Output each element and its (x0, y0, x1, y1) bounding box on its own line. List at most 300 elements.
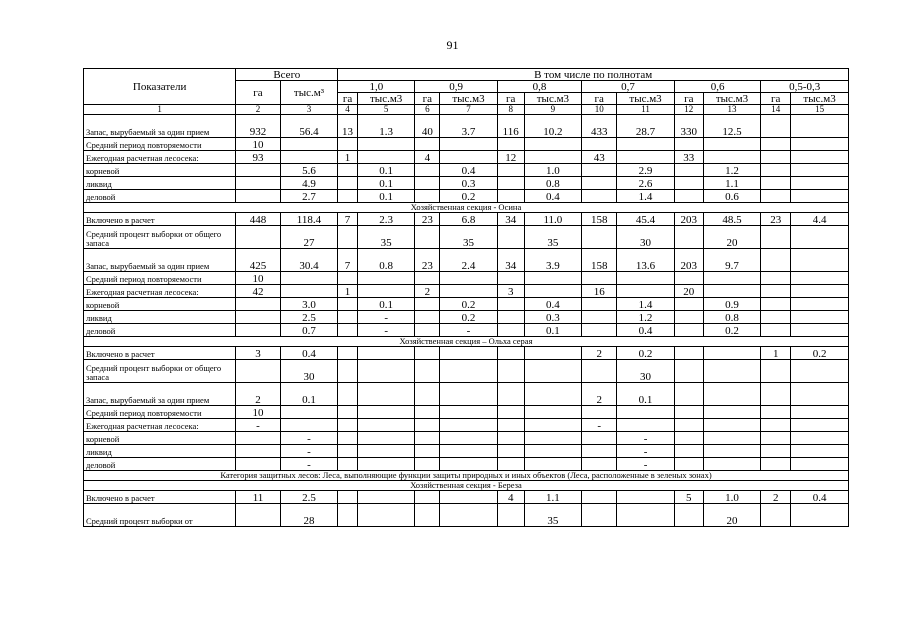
table-cell: 12 (497, 151, 524, 164)
table-cell (791, 383, 849, 406)
table-cell (236, 311, 280, 324)
table-cell: 0.2 (440, 190, 498, 203)
table-cell (497, 383, 524, 406)
table-cell: 1.0 (524, 164, 582, 177)
table-cell (617, 419, 675, 432)
table-cell (703, 360, 761, 383)
table-cell: 0.2 (440, 298, 498, 311)
table-cell (357, 419, 415, 432)
table-cell: 35 (440, 226, 498, 249)
table-cell (415, 311, 440, 324)
table-cell (440, 285, 498, 298)
column-number-row (84, 105, 849, 115)
table-cell: 20 (703, 504, 761, 527)
table-cell: 28 (280, 504, 338, 527)
table-cell (338, 324, 358, 337)
table-cell (236, 432, 280, 445)
table-cell: 425 (236, 249, 280, 272)
table-cell: 0.9 (703, 298, 761, 311)
table-cell: 30.4 (280, 249, 338, 272)
table-cell: 27 (280, 226, 338, 249)
table-cell (357, 151, 415, 164)
table-cell (415, 504, 440, 527)
column-number: 9 (524, 105, 582, 115)
row-label: Средний период повторяемости (84, 406, 236, 419)
table-cell (674, 419, 703, 432)
table-body (84, 69, 849, 527)
table-cell: 28.7 (617, 115, 675, 138)
table-cell: 45.4 (617, 213, 675, 226)
table-cell (761, 249, 791, 272)
table-cell: 0.8 (357, 249, 415, 272)
table-cell: 0.2 (617, 347, 675, 360)
row-label: Запас, вырубаемый за один прием (84, 383, 236, 406)
column-number: 7 (440, 105, 498, 115)
table-cell (440, 406, 498, 419)
table-cell (415, 226, 440, 249)
total-header: Всего (236, 69, 338, 81)
table-cell (791, 272, 849, 285)
table-cell: 0.2 (440, 311, 498, 324)
table-cell (497, 177, 524, 190)
table-cell (674, 164, 703, 177)
table-cell (236, 177, 280, 190)
row-label: Запас, вырубаемый за один прием (84, 115, 236, 138)
table-cell: 2.9 (617, 164, 675, 177)
table-cell: 35 (357, 226, 415, 249)
section-row (84, 481, 849, 491)
table-cell (674, 298, 703, 311)
table-cell (524, 419, 582, 432)
table-cell (761, 504, 791, 527)
table-cell (338, 419, 358, 432)
table-cell (415, 347, 440, 360)
table-cell (674, 504, 703, 527)
table-row (84, 115, 849, 138)
table-cell: 1.0 (703, 491, 761, 504)
table-cell (357, 458, 415, 471)
table-cell (761, 311, 791, 324)
table-cell (582, 504, 617, 527)
table-cell: 23 (415, 249, 440, 272)
table-row (84, 347, 849, 360)
table-cell (791, 249, 849, 272)
table-cell: 30 (280, 360, 338, 383)
table-cell (338, 360, 358, 383)
table-cell: 1 (338, 285, 358, 298)
table-cell (338, 432, 358, 445)
table-row (84, 324, 849, 337)
table-cell: - (357, 324, 415, 337)
table-cell: 4 (497, 491, 524, 504)
table-row (84, 272, 849, 285)
table-cell: 0.2 (791, 347, 849, 360)
table-cell (791, 360, 849, 383)
table-cell: 2.4 (440, 249, 498, 272)
table-cell: 0.4 (280, 347, 338, 360)
table-cell: 2.5 (280, 491, 338, 504)
table-cell (674, 324, 703, 337)
section-title: Категория защитных лесов: Леса, выполняющие функции защиты природных и иных объектов (Леса, расположенные в зеленых зонах) (84, 471, 849, 481)
table-cell: 20 (703, 226, 761, 249)
ha-unit-header: га (415, 93, 440, 105)
table-cell: 3.9 (524, 249, 582, 272)
table-cell (497, 311, 524, 324)
table-cell: 0.4 (524, 298, 582, 311)
table-cell (415, 324, 440, 337)
table-cell: 3.0 (280, 298, 338, 311)
density-header: 0,5-0,3 (761, 81, 849, 93)
table-cell (761, 138, 791, 151)
table-cell (761, 324, 791, 337)
row-label: ликвид (84, 311, 236, 324)
table-cell: 0.1 (524, 324, 582, 337)
table-cell (338, 445, 358, 458)
row-label: ликвид (84, 177, 236, 190)
section-title: Хозяйственная секция – Ольха серая (84, 337, 849, 347)
table-cell: 4.9 (280, 177, 338, 190)
table-cell (791, 458, 849, 471)
table-cell: 0.1 (357, 164, 415, 177)
table-cell (497, 190, 524, 203)
table-cell: 30 (617, 360, 675, 383)
row-label: ликвид (84, 445, 236, 458)
total-volume-header: тыс.м³ (280, 81, 338, 105)
table-row (84, 360, 849, 383)
table-cell: 1.4 (617, 298, 675, 311)
table-row (84, 504, 849, 527)
table-cell (674, 445, 703, 458)
table-cell (280, 285, 338, 298)
table-cell (415, 177, 440, 190)
row-label: Средний процент выборки от общего запаса (84, 360, 236, 383)
table-cell: 11 (236, 491, 280, 504)
table-cell (582, 445, 617, 458)
table-cell (617, 406, 675, 419)
table-cell (236, 324, 280, 337)
table-cell (338, 504, 358, 527)
table-cell (236, 298, 280, 311)
table-cell (791, 419, 849, 432)
table-cell: 3 (497, 285, 524, 298)
column-number: 1 (84, 105, 236, 115)
ha-unit-header: га (761, 93, 791, 105)
row-label: корневой (84, 432, 236, 445)
table-cell: 1.2 (617, 311, 675, 324)
table-cell (791, 190, 849, 203)
table-cell (791, 504, 849, 527)
table-cell: 13.6 (617, 249, 675, 272)
table-cell (415, 406, 440, 419)
row-label: Включено в расчет (84, 213, 236, 226)
table-cell: 2.6 (617, 177, 675, 190)
table-row (84, 249, 849, 272)
table-cell (703, 272, 761, 285)
table-cell (236, 190, 280, 203)
table-cell: - (280, 458, 338, 471)
table-cell (791, 177, 849, 190)
table-cell: 0.1 (357, 190, 415, 203)
table-cell (338, 406, 358, 419)
table-cell (415, 432, 440, 445)
table-cell (338, 298, 358, 311)
table-cell (440, 151, 498, 164)
table-cell: 9.7 (703, 249, 761, 272)
table-cell (761, 458, 791, 471)
table-cell: 116 (497, 115, 524, 138)
table-cell (440, 360, 498, 383)
row-label: Ежегодная расчетная лесосека: (84, 419, 236, 432)
table-cell (415, 458, 440, 471)
table-cell (280, 406, 338, 419)
density-header: 0,9 (415, 81, 497, 93)
table-cell (617, 491, 675, 504)
table-cell: 10 (236, 406, 280, 419)
table-cell (497, 445, 524, 458)
table-cell (497, 504, 524, 527)
table-cell (497, 164, 524, 177)
row-label: Средний процент выборки от общего запаса (84, 226, 236, 249)
table-cell (617, 138, 675, 151)
table-cell (497, 419, 524, 432)
table-cell (703, 419, 761, 432)
row-label: Ежегодная расчетная лесосека: (84, 285, 236, 298)
table-cell: 40 (415, 115, 440, 138)
table-cell: - (236, 419, 280, 432)
column-number: 2 (236, 105, 280, 115)
table-cell: - (582, 419, 617, 432)
table-cell (357, 491, 415, 504)
header-row-1 (84, 69, 849, 81)
table-cell (582, 164, 617, 177)
table-cell: 35 (524, 226, 582, 249)
table-cell (761, 272, 791, 285)
section-row (84, 203, 849, 213)
table-cell: 23 (415, 213, 440, 226)
table-cell (582, 491, 617, 504)
table-cell (357, 406, 415, 419)
table-row (84, 213, 849, 226)
table-cell (761, 419, 791, 432)
table-cell (497, 360, 524, 383)
table-row (84, 164, 849, 177)
table-cell: 3 (236, 347, 280, 360)
table-cell (357, 285, 415, 298)
table-cell: 0.4 (440, 164, 498, 177)
table-cell (497, 138, 524, 151)
table-cell (791, 226, 849, 249)
table-cell (440, 445, 498, 458)
table-cell: 0.2 (703, 324, 761, 337)
table-cell: 30 (617, 226, 675, 249)
table-cell (236, 164, 280, 177)
table-row (84, 406, 849, 419)
column-number: 4 (338, 105, 358, 115)
table-cell (236, 445, 280, 458)
table-cell (236, 504, 280, 527)
volume-unit-header: тыс.м3 (440, 93, 498, 105)
column-number: 12 (674, 105, 703, 115)
table-cell: 35 (524, 504, 582, 527)
row-label: Ежегодная расчетная лесосека: (84, 151, 236, 164)
table-cell (761, 406, 791, 419)
table-cell: 203 (674, 213, 703, 226)
table-cell (617, 272, 675, 285)
table-cell (791, 164, 849, 177)
table-cell: 0.3 (524, 311, 582, 324)
table-cell (338, 226, 358, 249)
table-cell: 158 (582, 249, 617, 272)
table-cell: 10 (236, 138, 280, 151)
table-cell: 10.2 (524, 115, 582, 138)
table-cell (497, 347, 524, 360)
table-cell: 1 (761, 347, 791, 360)
table-cell (338, 347, 358, 360)
table-cell (674, 383, 703, 406)
table-cell (582, 226, 617, 249)
table-cell (703, 432, 761, 445)
table-cell (497, 298, 524, 311)
table-cell (791, 406, 849, 419)
table-cell: 1.3 (357, 115, 415, 138)
table-cell (524, 458, 582, 471)
table-cell (440, 272, 498, 285)
table-row (84, 285, 849, 298)
table-cell: 34 (497, 213, 524, 226)
table-cell (524, 272, 582, 285)
table-cell (357, 445, 415, 458)
table-cell (761, 151, 791, 164)
table-cell (582, 324, 617, 337)
table-cell: - (280, 432, 338, 445)
table-cell (761, 190, 791, 203)
table-cell (357, 360, 415, 383)
table-cell: - (440, 324, 498, 337)
table-cell (703, 458, 761, 471)
table-cell: 20 (674, 285, 703, 298)
table-cell (440, 432, 498, 445)
table-cell: 7 (338, 213, 358, 226)
table-cell (415, 383, 440, 406)
column-number: 5 (357, 105, 415, 115)
table-cell (440, 419, 498, 432)
table-cell (357, 138, 415, 151)
volume-unit-header: тыс.м3 (617, 93, 675, 105)
table-cell (617, 151, 675, 164)
table-cell: 1.2 (703, 164, 761, 177)
page-number: 91 (446, 38, 459, 52)
table-cell (338, 383, 358, 406)
table-cell (761, 298, 791, 311)
table-cell (357, 272, 415, 285)
ha-unit-header: га (582, 93, 617, 105)
table-cell (524, 285, 582, 298)
table-cell (415, 360, 440, 383)
density-header: 0,8 (497, 81, 581, 93)
table-cell (791, 285, 849, 298)
table-cell: 11.0 (524, 213, 582, 226)
table-cell: 2.7 (280, 190, 338, 203)
table-cell (791, 445, 849, 458)
table-cell (280, 138, 338, 151)
table-cell (357, 432, 415, 445)
table-cell (582, 177, 617, 190)
column-number: 13 (703, 105, 761, 115)
table-row (84, 138, 849, 151)
table-cell: 0.1 (617, 383, 675, 406)
volume-unit-header: тыс.м3 (791, 93, 849, 105)
table-cell (582, 298, 617, 311)
table-cell (703, 138, 761, 151)
table-cell: 0.1 (280, 383, 338, 406)
table-cell: 0.3 (440, 177, 498, 190)
table-cell (617, 504, 675, 527)
table-cell: 2 (582, 347, 617, 360)
column-number: 8 (497, 105, 524, 115)
table-cell: 1.4 (617, 190, 675, 203)
table-cell (761, 164, 791, 177)
table-cell (674, 272, 703, 285)
table-cell: 1.1 (524, 491, 582, 504)
table-cell (440, 347, 498, 360)
table-cell: 0.1 (357, 177, 415, 190)
table-cell: 42 (236, 285, 280, 298)
table-cell (524, 383, 582, 406)
table-cell (703, 445, 761, 458)
volume-unit-header: тыс.м3 (703, 93, 761, 105)
table-cell (415, 419, 440, 432)
table-cell: - (617, 445, 675, 458)
table-cell (338, 272, 358, 285)
row-label: деловой (84, 458, 236, 471)
row-label: Средний процент выборки от (84, 504, 236, 527)
row-label: Средний период повторяемости (84, 272, 236, 285)
table-cell: - (617, 458, 675, 471)
column-number: 14 (761, 105, 791, 115)
table-cell: 0.4 (617, 324, 675, 337)
table-cell (791, 115, 849, 138)
row-label: деловой (84, 190, 236, 203)
table-cell (703, 285, 761, 298)
table-cell: 448 (236, 213, 280, 226)
table-cell (280, 272, 338, 285)
table-row (84, 445, 849, 458)
table-cell: 2 (761, 491, 791, 504)
table-cell (674, 311, 703, 324)
table-cell (440, 138, 498, 151)
table-row (84, 491, 849, 504)
table-cell (415, 298, 440, 311)
table-cell (524, 138, 582, 151)
table-cell (440, 383, 498, 406)
table-cell: 4.4 (791, 213, 849, 226)
table-cell (415, 164, 440, 177)
table-cell (338, 177, 358, 190)
table-cell: 3.7 (440, 115, 498, 138)
table-cell (524, 347, 582, 360)
table-cell: 2 (582, 383, 617, 406)
table-cell (236, 458, 280, 471)
column-number: 10 (582, 105, 617, 115)
table-cell (674, 347, 703, 360)
table-cell (338, 491, 358, 504)
indicators-header: Показатели (84, 69, 236, 105)
table-cell (582, 272, 617, 285)
table-cell: 5.6 (280, 164, 338, 177)
table-cell (524, 432, 582, 445)
table-cell (582, 138, 617, 151)
table-cell: 7 (338, 249, 358, 272)
